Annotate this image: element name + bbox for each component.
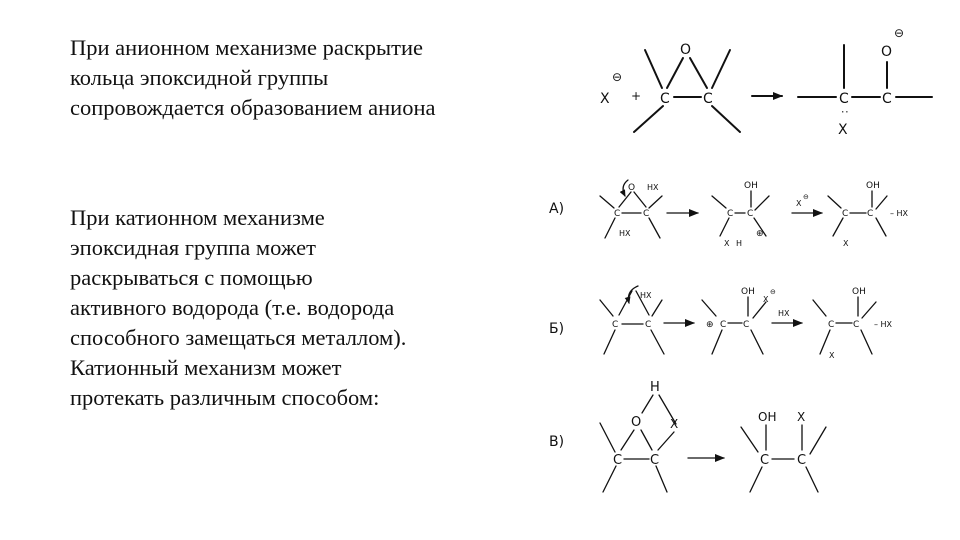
text-line: сопровождается образованием аниона [70,95,436,120]
reagent-x: X [796,199,802,208]
substituent-x: X [797,410,806,424]
carbon-label: C [643,209,650,219]
carbon-label: C [882,91,892,107]
carbon-label: C [703,91,713,107]
minus-charge: ⊖ [770,288,776,296]
hydroxyl-label: OH [758,410,777,424]
plus-sign: + [631,89,642,103]
text-line: При анионном механизме раскрытие [70,35,424,60]
case-label-b: Б) [549,321,565,337]
substituent-x: X [838,122,848,138]
oxygen-label: O [680,42,692,58]
carbon-label: C [613,453,623,468]
reagent-hx: HX [778,309,790,318]
eliminated-hx: – HX [874,320,893,329]
text-line: кольца эпоксидной группы [70,65,329,90]
carbon-label: C [645,320,652,330]
text-line: Катионный механизм может [70,355,342,380]
case-label-a: А) [549,201,565,217]
carbon-label: C [612,320,619,330]
carbon-label: C [747,209,754,219]
eliminated-hx: – HX [890,209,909,218]
reagent-x: X [763,295,769,304]
substituent-x: X [670,417,679,431]
substituent-x: X [843,239,849,248]
plus-charge: ⊕ [706,320,714,330]
reagent-x: X [600,91,610,107]
case-label-v: В) [549,434,565,450]
hydroxyl-label: OH [741,287,755,297]
carbon-label: C [720,320,727,330]
carbon-label: C [727,209,734,219]
carbon-label: C [842,209,849,219]
carbon-label: C [797,453,807,468]
oxygen-label: O [631,415,642,430]
scheme-b [600,286,893,360]
lone-pair: : [839,110,852,114]
hydrogen-label: H [650,380,660,395]
hydrogen-label: H [736,239,743,248]
text-line: протекать различным способом: [70,385,380,410]
carbon-label: C [660,91,670,107]
anionic-scheme [600,26,932,138]
carbon-label: C [743,320,750,330]
plus-charge: ⊕ [756,229,764,239]
hydroxyl-label: OH [744,181,758,191]
carbon-label: C [867,209,874,219]
reagent-hx: HX [619,229,631,238]
substituent-x: X [724,239,730,248]
text-line: раскрываться с помощью [70,265,313,290]
carbon-label: C [839,91,849,107]
carbon-label: C [853,320,860,330]
text-line: эпоксидная группа может [70,235,316,260]
oxygen-label: O [881,44,893,60]
substituent-x: X [829,351,835,360]
minus-charge: ⊖ [894,26,905,40]
oxygen-label: O [628,183,636,193]
carbon-label: C [828,320,835,330]
minus-charge: ⊖ [803,193,809,201]
text-line: способного замещаться металлом). [70,325,407,350]
carbon-label: C [650,453,660,468]
minus-charge: ⊖ [612,70,623,84]
text-line: активного водорода (т.е. водорода [70,295,395,320]
reagent-hx: HX [640,291,652,300]
hydroxyl-label: OH [852,287,866,297]
hydroxyl-label: OH [866,181,880,191]
text-line: При катионном механизме [70,205,325,230]
reagent-hx: HX [647,183,659,192]
scheme-v [600,380,826,492]
scheme-a [600,180,909,248]
carbon-label: C [760,453,770,468]
carbon-label: C [614,209,621,219]
